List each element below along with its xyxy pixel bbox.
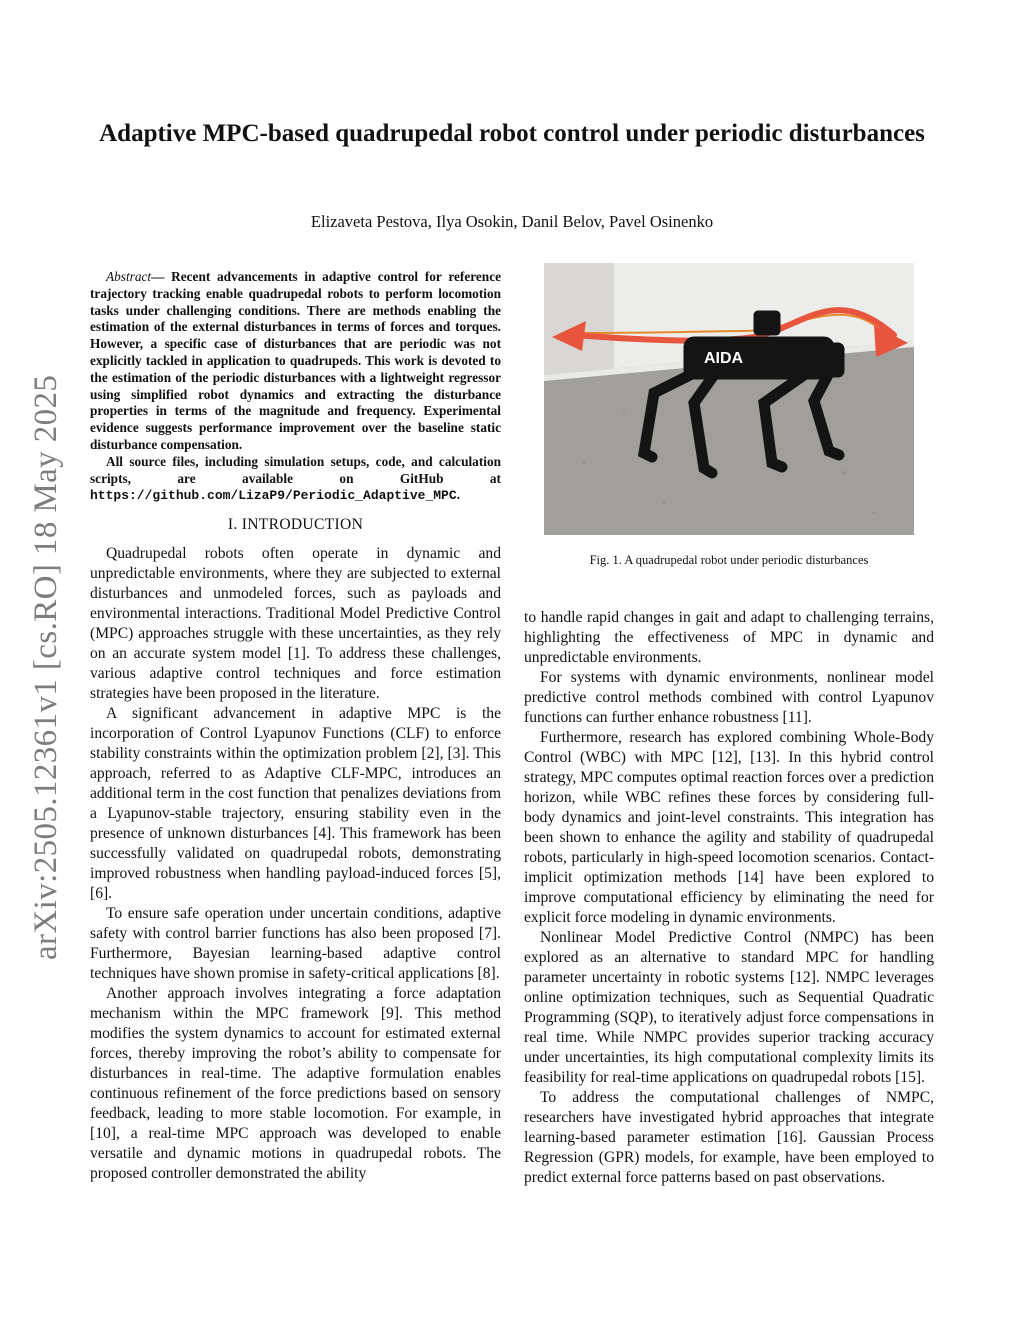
paragraph: For systems with dynamic environments, nonlinear model predictive control methods combined with control Lyapunov functions can further enhance robustness [11].: [524, 669, 934, 726]
abstract-dash: —: [151, 269, 172, 284]
author-list: Elizaveta Pestova, Ilya Osokin, Danil Belov, Pavel Osinenko: [310, 212, 714, 231]
paragraph: Nonlinear Model Predictive Control (NMPC) has been explored as an alternative to standard MPC for handling parameter uncertainty in robotic systems [12]. NMPC leverages online optimization techniques, such as Sequential Quadratic Programming (SQP), to iteratively adjust force compensations in real time. While NMPC provides superior tracking accuracy under uncertainties, its high computational complexity limits its feasibility for real-time applications on quadrupedal robots [15].: [524, 929, 934, 1086]
abstract-text: Recent advancements in adaptive control for reference trajectory tracking enable quadrupedal robots to perform locomotion tasks under challenging conditions. There are methods enabling the estimation of the external disturbances in terms of forces and torques. However, a specific case of disturbances that are periodic was not explicitly tackled in application to quadrupeds. This work is devoted to the estimation of the periodic disturbances with a lightweight regressor using simplified robot dynamics and extracting the disturbance properties in terms of the magnitude and frequency. Experimental evidence suggests performance improvement over the baseline static disturbance compensation.: [90, 269, 502, 452]
left-column: [90, 269, 501, 1184]
github-link[interactable]: https://github.com/LizaP9/Periodic_Adaptive_MPC: [90, 488, 457, 504]
paragraph: Another approach involves integrating a force adaptation mechanism within the MPC framework [9]. This method modifies the system dynamics to account for estimated external forces, thereby improving the robot’s ability to compensate for disturbances in real-time. The adaptive formulation enables continuous refinement of the force predictions based on sensory feedback, leading to more stable locomotion. For example, in [10], a real-time MPC approach was developed to enable versatile and dynamic motions in quadrupedal robots. The proposed controller demonstrated the ability: [90, 985, 501, 1183]
section-heading-introduction: I. INTRODUCTION: [227, 516, 364, 534]
paragraph: To address the computational challenges of NMPC, researchers have investigated hybrid approaches that integrate learning-based parameter estimation [16]. Gaussian Process Regression (GPR) models, for example, have been employed to predict external force patterns based on past observations.: [524, 1089, 934, 1186]
paragraph: A significant advancement in adaptive MPC is the incorporation of Control Lyapunov Functions (CLF) to enforce stability constraints within the optimization problem [2], [3]. This approach, referred to as Adaptive CLF-MPC, introduces an additional term in the cost function that penalizes deviations from a Lyapunov-stable trajectory, ensuring stability even in the presence of unknown disturbances [4]. This framework has been successfully validated on quadrupedal robots, demonstrating improved robustness when handling payload-induced forces [5], [6].: [90, 705, 501, 903]
source-note-end: .: [456, 487, 460, 503]
paper-title: Adaptive MPC-based quadrupedal robot control under periodic disturbances: [99, 120, 925, 147]
robot-photo-illustration: [544, 263, 914, 535]
paragraph: Quadrupedal robots often operate in dynamic and unpredictable environments, where they are subjected to external disturbances and unmodeled forces, such as payloads and environmental interactions. Traditional Model Predictive Control (MPC) approaches struggle with these uncertainties, as they rely on an accurate system model [1]. To address these challenges, various adaptive control techniques and force estimation strategies have been proposed in the literature.: [90, 545, 501, 703]
abstract: [90, 269, 501, 505]
robot-label: AIDA: [704, 350, 744, 367]
source-note: All source files, including simulation setups, code, and calculation scripts, are available on GitHub at: [90, 453, 501, 486]
figure-caption: Fig. 1. A quadrupedal robot under periodic disturbances: [589, 553, 869, 567]
arxiv-identifier: arXiv:2505.12361v1 [cs.RO] 18 May 2025: [28, 374, 64, 960]
figure-robot-photo: [544, 263, 914, 535]
right-column: [524, 608, 934, 1188]
paragraph: To ensure safe operation under uncertain conditions, adaptive safety with control barrier functions has also been proposed [7]. Furthermore, Bayesian learning-based adaptive control techniques have shown promise in safety-critical applications [8].: [90, 905, 501, 983]
abstract-label: Abstract: [106, 269, 152, 284]
paragraph: Furthermore, research has explored combining Whole-Body Control (WBC) with MPC [12], [13]. In this hybrid control strategy, MPC computes optimal reaction forces over a prediction horizon, while WBC refines these forces by considering full-body dynamics and joint-level constraints. This integration has been shown to enhance the agility and stability of quadrupedal robots, particularly in high-speed locomotion scenarios. Contact-implicit optimization methods [14] have been explored to improve computational efficiency by eliminating the need for explicit force modeling in dynamic environments.: [524, 729, 934, 926]
paragraph: to handle rapid changes in gait and adapt to challenging terrains, highlighting the effectiveness of MPC in dynamic and unpredictable environments.: [524, 609, 934, 666]
